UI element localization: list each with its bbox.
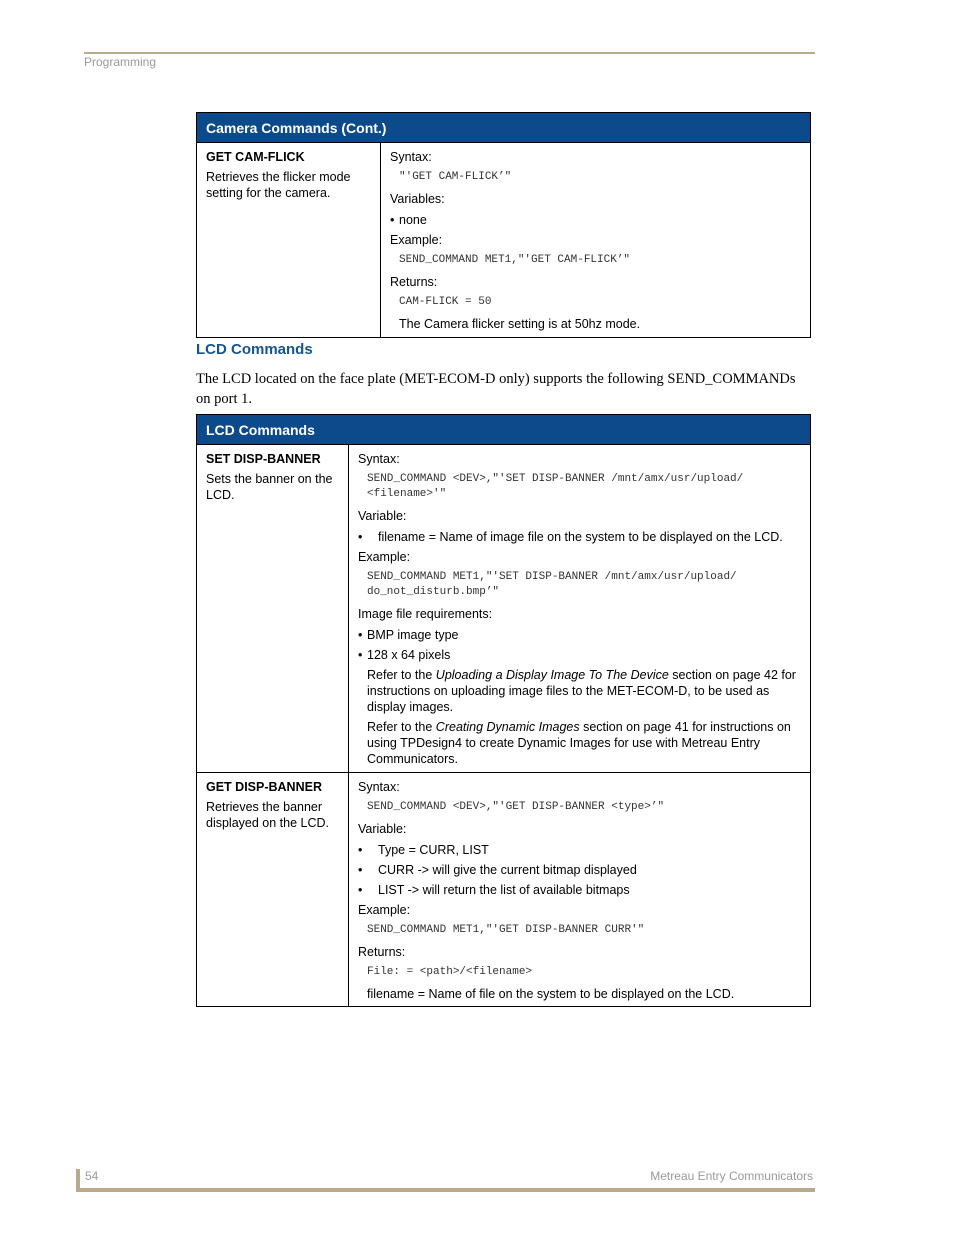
reference-title: Uploading a Display Image To The Device — [435, 668, 669, 682]
list-item — [358, 842, 801, 858]
returns-note: The Camera flicker setting is at 50hz mode. — [399, 317, 641, 331]
example-label: Example: — [358, 550, 411, 564]
bullet: • — [358, 530, 363, 544]
footer-title: Metreau Entry Communicators — [650, 1169, 813, 1183]
returns-code: CAM-FLICK = 50 — [399, 296, 492, 308]
list-item-text: CURR -> will give the current bitmap displayed — [378, 863, 637, 877]
example-code: SEND_COMMAND MET1,"'GET DISP-BANNER CURR'" — [367, 924, 645, 936]
list-item-text: Type = CURR, LIST — [378, 843, 489, 857]
section-heading: LCD Commands — [196, 341, 313, 358]
example-label: Example: — [358, 903, 411, 917]
reference-note — [367, 719, 801, 767]
bullet: • — [390, 213, 395, 227]
list-item — [358, 529, 801, 545]
returns-code: File: = <path>/<filename> — [367, 966, 533, 978]
table-title: LCD Commands — [197, 415, 810, 444]
camera-commands-table — [196, 112, 811, 338]
requirements-label: Image file requirements: — [358, 607, 493, 621]
lcd-commands-table — [196, 414, 811, 1007]
returns-note: filename = Name of file on the system to be displayed on the LCD. — [367, 987, 735, 1001]
list-item — [358, 647, 801, 663]
command-description: Retrieves the banner displayed on the LCD. — [206, 800, 329, 830]
command-name: GET DISP-BANNER — [206, 780, 322, 794]
command-name: GET CAM-FLICK — [206, 150, 305, 164]
reference-text: section on page 41 for instructions on using TPDesign4 to create Dynamic Images for use with Metreau Entry Communicators. — [367, 720, 791, 766]
command-cell — [197, 445, 349, 772]
reference-text: Refer to the — [367, 668, 436, 682]
syntax-label: Syntax: — [358, 780, 400, 794]
table-row — [197, 772, 810, 1006]
syntax-code: SEND_COMMAND <DEV>,"'GET DISP-BANNER <type>’" — [367, 801, 665, 813]
reference-text: Refer to the — [367, 720, 436, 734]
bullet: • — [358, 863, 363, 877]
list-item-text: none — [399, 213, 427, 227]
example-code: SEND_COMMAND MET1,"'GET CAM-FLICK’" — [399, 254, 631, 266]
details-cell — [349, 445, 810, 772]
list-item — [358, 862, 801, 878]
command-cell — [197, 143, 381, 337]
reference-title: Creating Dynamic Images — [435, 720, 580, 734]
command-description: Retrieves the flicker mode setting for the camera. — [206, 170, 351, 200]
details-cell — [349, 773, 810, 1006]
example-code: SEND_COMMAND MET1,"'SET DISP-BANNER /mnt/amx/usr/upload/ do_not_disturb.bmp’" — [367, 571, 737, 598]
variable-label: Variable: — [358, 822, 407, 836]
list-item — [358, 882, 801, 898]
footer-rule — [76, 1188, 815, 1192]
syntax-label: Syntax: — [390, 150, 432, 164]
syntax-label: Syntax: — [358, 452, 400, 466]
list-item-text: filename = Name of image file on the system to be displayed on the LCD. — [378, 530, 783, 544]
syntax-code: SEND_COMMAND <DEV>,"'SET DISP-BANNER /mnt/amx/usr/upload/ <filename>'" — [367, 473, 744, 500]
command-name: SET DISP-BANNER — [206, 452, 321, 466]
reference-note — [367, 667, 801, 715]
table-row — [197, 444, 810, 772]
bullet: • — [358, 843, 363, 857]
reference-text: section on page 42 for instructions on uploading image files to the MET-ECOM-D, to be used as display images. — [367, 668, 796, 714]
list-item — [390, 212, 801, 228]
list-item-text: 128 x 64 pixels — [367, 648, 451, 662]
returns-label: Returns: — [358, 945, 406, 959]
command-description: Sets the banner on the LCD. — [206, 472, 333, 502]
page-number: 54 — [85, 1169, 99, 1183]
returns-label: Returns: — [390, 275, 438, 289]
header-rule — [84, 52, 815, 54]
bullet: • — [358, 648, 363, 662]
variable-label: Variable: — [358, 509, 407, 523]
syntax-code: "'GET CAM-FLICK’" — [399, 171, 512, 183]
example-label: Example: — [390, 233, 443, 247]
list-item — [358, 627, 801, 643]
table-title: Camera Commands (Cont.) — [197, 113, 810, 142]
running-header: Programming — [84, 55, 157, 69]
section-intro: The LCD located on the face plate (MET-ECOM-D only) supports the following SEND_COMMANDs on port 1. — [196, 371, 796, 407]
command-cell — [197, 773, 349, 1006]
bullet: • — [358, 628, 363, 642]
table-row — [197, 142, 810, 337]
variables-label: Variables: — [390, 192, 445, 206]
bullet: • — [358, 883, 363, 897]
list-item-text: BMP image type — [367, 628, 459, 642]
details-cell — [381, 143, 810, 337]
list-item-text: LIST -> will return the list of available bitmaps — [378, 883, 630, 897]
